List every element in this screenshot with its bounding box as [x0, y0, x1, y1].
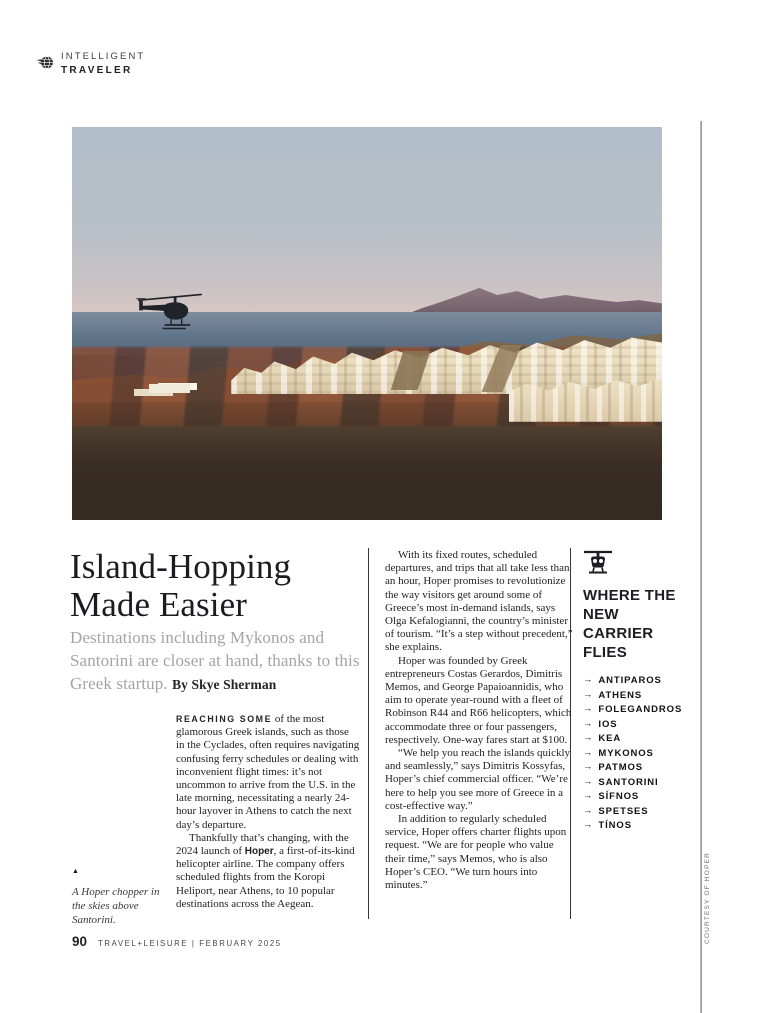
arrow-icon: → [583, 674, 594, 686]
caption-text: A Hoper chopper in the skies above Santorini. [72, 886, 160, 926]
arrow-icon: → [583, 790, 594, 802]
destination-label: ANTIPAROS [598, 675, 662, 686]
hoper-brand-word: Hoper [244, 846, 274, 858]
destination-label: TÍNOS [598, 820, 632, 831]
winged-globe-icon [36, 53, 55, 72]
arrow-icon: → [583, 819, 594, 831]
paragraph-text: of the most glamorous Greek islands, such as those in the Cyclades, often requires navigating confusing ferry schedules or dealing with inconvenient flight times: it’s not uncommon to arrive from the U.S. in the late morning, necessitating a nearly 24-hour layover in Athens to catch the next day’s departure. [176, 713, 360, 831]
destination-item [583, 791, 701, 806]
destination-label: KEA [598, 733, 622, 744]
section-logo [36, 51, 145, 76]
caption-arrow-icon: ▲ [72, 867, 79, 875]
hero-photo-santorini [72, 127, 662, 520]
helicopter-icon [583, 549, 613, 580]
destination-label: FOLEGANDROS [598, 704, 683, 715]
arrow-icon: → [583, 776, 594, 787]
small-buildings-left [149, 384, 190, 393]
destination-label: ATHENS [598, 689, 643, 701]
destination-item [583, 704, 701, 719]
paragraph-text: , a first-of-its-kind helicopter airline. The company offers scheduled flights from the Koropi Heliport, near Athens, to 10 popular destinations across the Aegean. [176, 845, 355, 910]
helicopter-silhouette-icon [136, 290, 204, 334]
destination-label: SÍFNOS [598, 791, 640, 802]
title-line-1: Island-Hopping [70, 547, 292, 586]
destination-item [583, 690, 701, 705]
paragraph [176, 713, 360, 832]
destination-label: PATMOS [598, 762, 644, 773]
brand-line-intelligent: INTELLIGENT [61, 51, 146, 62]
lead-in-caps: REACHING SOME [176, 714, 273, 724]
arrow-icon: → [583, 747, 594, 758]
arrow-icon: → [583, 703, 594, 715]
column-rule [368, 548, 369, 919]
page-folio [72, 934, 282, 949]
arrow-icon: → [583, 732, 594, 744]
byline: By Skye Sherman [172, 677, 277, 692]
destination-item [583, 777, 701, 792]
destination-item [583, 762, 701, 777]
page-number: 90 [72, 934, 88, 949]
destination-item [583, 733, 701, 748]
article-dek [70, 626, 382, 696]
photo-caption [72, 864, 170, 927]
article-title [70, 548, 291, 623]
paragraph: With its fixed routes, scheduled departures, and trips that all take less than an hour, Hoper promises to revolutionize the way visitors get around some of Greece’s most in-demand islands, says Olga Kefalogianni, the country’s minister of tourism. “It’s a step without precedent,” she explains. [385, 549, 573, 654]
destination-label: SPETSES [598, 805, 649, 817]
sidebar-title: WHERE THE NEW CARRIER FLIES [583, 587, 676, 661]
magazine-name-date: TRAVEL+LEISURE | FEBRUARY 2025 [98, 939, 282, 948]
destination-label: MYKONOS [598, 747, 654, 759]
dek-text: Destinations including Mykonos and Santorini are closer at hand, thanks to this Greek startup. [70, 628, 360, 693]
arrow-icon: → [583, 718, 594, 729]
body-column-1 [176, 713, 360, 911]
paragraph: “We help you reach the islands quickly and seamlessly,” says Dimitris Kossyfas, Hoper’s chief commercial officer. “We’re here to help you see more of Greece in a cost-effective way.” [385, 747, 571, 812]
destination-item [583, 820, 701, 835]
photo-credit: COURTESY OF HOPER [704, 851, 711, 944]
destination-list [583, 675, 701, 835]
page-edge-line [700, 121, 702, 1013]
sidebar-where-carrier-flies [583, 549, 701, 835]
brand-line-traveler: TRAVELER [61, 64, 133, 76]
destination-label: IOS [598, 718, 618, 730]
destination-item [583, 748, 701, 763]
paragraph-text: Thankfully that’s changing, with the 2024 launch of [176, 831, 349, 858]
paragraph: In addition to regularly scheduled service, Hoper offers charter flights upon request. “We are for people who value their time,” says Memos, who is also Hoper’s CEO. “We turn hours into minutes.” [385, 813, 567, 892]
arrow-icon: → [583, 805, 594, 816]
body-column-2 [385, 549, 573, 892]
destination-item [583, 675, 701, 690]
paragraph [176, 832, 360, 911]
destination-item [583, 806, 701, 821]
title-line-2: Made Easier [70, 584, 247, 624]
arrow-icon: → [583, 761, 594, 773]
destination-label: SANTORINI [598, 776, 659, 788]
paragraph: Hoper was founded by Greek entrepreneurs Costas Gerardos, Dimitris Memos, and George Papaioannidis, who aim to operate year-round with a fleet of Robinson R44 and R66 helicopters, which accommodate three or four passengers, respectively. One-way fares start at $100. [385, 654, 572, 746]
destination-item [583, 719, 701, 734]
arrow-icon: → [583, 689, 594, 700]
